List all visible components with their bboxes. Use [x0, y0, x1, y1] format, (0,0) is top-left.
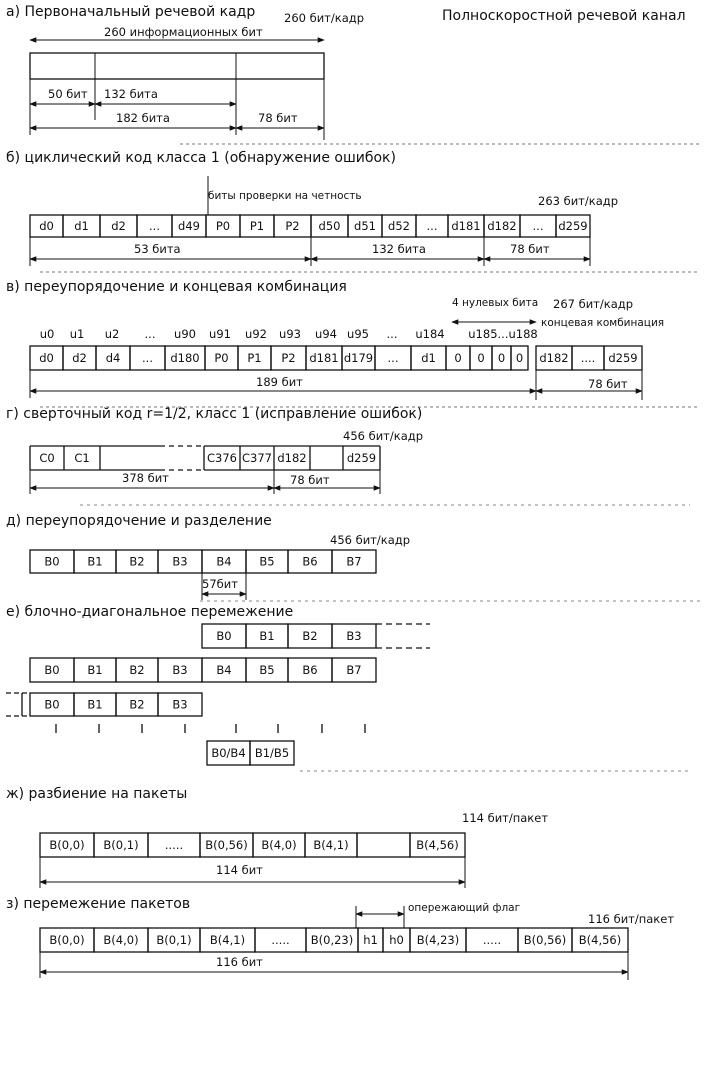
section-e-cell-label: B5 [259, 554, 275, 569]
section-c-cell-label: P2 [281, 351, 296, 365]
section-f-mid-cell-label: B3 [172, 663, 188, 677]
section-a-heading: а) Первоначальный речевой кадр [6, 4, 256, 20]
section-g-rate: 114 бит/пакет [462, 811, 549, 825]
section-h-cell-label: B(4,23) [416, 933, 460, 947]
section-c-cell-label: ... [387, 351, 399, 365]
section-h-cell-label: ..... [271, 933, 290, 947]
section-d-cell-label: C0 [39, 451, 55, 465]
section-b-cell-label: P0 [215, 219, 231, 233]
section-a-dim-label: 78 бит [258, 111, 298, 125]
section-e-rate: 456 бит/кадр [330, 533, 410, 547]
section-g-cell [357, 833, 410, 857]
section-c-u-label: u95 [347, 327, 369, 341]
section-d-heading: г) сверточный код r=1/2, класс 1 (исправление ошибок) [6, 406, 423, 422]
section-c-cell-label: .... [580, 351, 596, 365]
section-c-zeros-note: 4 нулевых бита [452, 297, 539, 309]
section-f-mid-cell-label: B7 [346, 663, 362, 677]
section-e-cell-label: B0 [44, 554, 60, 569]
section-b-cell-label: P1 [249, 219, 265, 233]
section-c-u-label: u90 [174, 327, 196, 341]
section-f-out-cell-label: B0/B4 [211, 746, 246, 760]
section-f-low-cell-label: B1 [87, 697, 103, 712]
section-a-span-label: 260 информационных бит [104, 25, 263, 39]
section-c-heading: в) переупорядочение и концевая комбинация [6, 279, 347, 295]
section-h-cell-label: B(0,1) [156, 933, 192, 947]
section-f-top-cell-label: B3 [346, 629, 362, 643]
section-b-cell-label: d49 [178, 219, 200, 233]
section-c-u-label: u0 [39, 327, 55, 341]
section-b-cell-label: d181 [451, 219, 481, 233]
section-c-cell-label: d180 [170, 351, 200, 365]
section-b-cell-label: ... [149, 219, 160, 233]
section-d-cell-label: C377 [242, 451, 272, 465]
section-c-dim-label: 78 бит [588, 377, 628, 391]
section-h-rate: 116 бит/пакет [588, 912, 675, 926]
section-g-cell-label: ..... [164, 838, 184, 852]
section-c-u-label: u94 [315, 327, 337, 341]
section-h-cell-label: B(0,23) [310, 933, 354, 947]
section-c-cell-label: d4 [105, 351, 121, 365]
section-h-cell-label: B(4,0) [103, 933, 139, 947]
section-g-cell-label: B(0,0) [49, 838, 85, 852]
section-c-u-label: u92 [245, 327, 267, 341]
section-a-dim-label: 50 бит [48, 87, 88, 101]
section-b-parity-note: биты проверки на четность [208, 190, 362, 202]
section-f-top-cell-label: B1 [259, 629, 275, 643]
section-e [6, 513, 410, 600]
section-c-cell-label: 0 [477, 351, 485, 365]
section-f-mid-cell-label: B2 [129, 663, 145, 677]
section-g-cell-label: B(4,1) [313, 838, 349, 852]
section-g [6, 786, 548, 888]
section-e-cell-label: B2 [129, 554, 145, 569]
section-c-cell-label: d182 [539, 351, 569, 365]
section-f-low-cell-label: B0 [44, 697, 60, 712]
section-h-dim-label: 116 бит [216, 955, 263, 969]
section-a-frame [30, 53, 324, 79]
section-b-dim-label: 78 бит [510, 242, 550, 256]
section-f-mid-cell-label: B5 [259, 663, 275, 677]
section-c-cell-label: P1 [247, 351, 262, 365]
section-h-heading: з) перемежение пакетов [6, 896, 191, 912]
section-h-cell-label: B(4,56) [578, 933, 622, 947]
section-g-cell-label: B(0,56) [205, 838, 248, 852]
section-a [6, 4, 364, 140]
section-h-cell-label: h1 [363, 933, 378, 947]
section-e-dim-label: 57бит [202, 577, 238, 591]
section-e-cell-label: B1 [87, 554, 103, 569]
section-c-rate: 267 бит/кадр [553, 297, 633, 311]
section-c-cell-label: d259 [608, 351, 638, 365]
section-c-u-label: u185...u188 [468, 327, 538, 341]
section-e-cell-label: B4 [216, 554, 232, 569]
section-c-dim-label: 189 бит [256, 375, 303, 389]
section-b-cell-label: d52 [388, 219, 410, 233]
section-c-tail-note: концевая комбинация [541, 317, 665, 329]
section-f-mid-cell-label: B4 [216, 663, 232, 677]
section-h-cell-label: B(0,0) [49, 933, 85, 947]
section-d-cell-label: d182 [277, 451, 307, 465]
section-g-cell-label: B(4,0) [261, 838, 297, 852]
section-b-cell-label: ... [426, 219, 438, 233]
section-c-cell-label: ... [142, 351, 153, 365]
section-b-cell-label: ... [532, 219, 544, 233]
section-g-heading: ж) разбиение на пакеты [6, 786, 188, 802]
section-h [6, 896, 674, 980]
section-h-flag-note: опережающий флаг [408, 902, 521, 914]
section-d-rate: 456 бит/кадр [343, 429, 423, 443]
page-title: Полноскоростной речевой канал [442, 8, 686, 24]
section-d-dim-label: 78 бит [290, 473, 330, 487]
section-h-cell-label: B(4,1) [209, 933, 246, 947]
section-f-mid-cell-label: B6 [302, 663, 318, 677]
section-f-low-cell-label: B2 [129, 697, 145, 712]
section-c [6, 279, 664, 400]
section-a-rate: 260 бит/кадр [284, 11, 364, 25]
section-c-cell-label: d179 [343, 351, 374, 365]
section-e-cell-label: B6 [302, 554, 318, 569]
section-f-top-cell-label: B2 [302, 629, 318, 643]
section-c-cell-label: P0 [214, 351, 229, 365]
section-d-dim-label: 378 бит [122, 471, 169, 485]
section-g-cell-label: B(4,56) [416, 838, 459, 852]
section-f-top-cell-label: B0 [216, 629, 232, 643]
section-f-heading: е) блочно-диагональное перемежение [6, 604, 294, 620]
section-c-cell-label: 0 [515, 351, 524, 365]
section-c-u-label: ... [386, 327, 398, 341]
section-c-cell-label: d0 [39, 351, 54, 365]
section-d-cell-label: d259 [346, 451, 377, 465]
section-f [6, 604, 430, 765]
section-g-cell-label: B(0,1) [103, 838, 139, 852]
section-c-u-label: ... [144, 327, 156, 341]
section-f-mid-cell-label: B1 [87, 663, 103, 677]
section-b-cell-label: d0 [39, 219, 54, 233]
section-b-heading: б) циклический код класса 1 (обнаружение ошибок) [6, 150, 396, 166]
section-c-u-label: u1 [69, 327, 85, 341]
section-c-cell-label: d1 [421, 351, 436, 365]
section-h-cell-label: B(0,56) [523, 933, 567, 947]
section-b-cell-label: d51 [354, 219, 376, 233]
section-d-cell-label: C376 [207, 451, 237, 465]
section-f-low-cell-label: B3 [172, 697, 188, 712]
section-b-dim-label: 53 бита [134, 242, 181, 256]
section-b-cell-label: P2 [285, 219, 300, 233]
section-b-cell-label: d1 [74, 219, 89, 233]
section-c-u-label: u2 [104, 327, 120, 341]
section-b-cell-label: d182 [487, 219, 517, 233]
section-a-dim-label: 182 бита [116, 111, 170, 125]
section-g-dim-label: 114 бит [216, 863, 263, 877]
section-d [6, 406, 423, 494]
section-c-u-label: u91 [209, 327, 231, 341]
section-c-cell-label: d181 [309, 351, 339, 365]
section-c-u-label: u184 [415, 327, 445, 341]
section-f-out-cell-label: B1/B5 [254, 746, 290, 760]
section-b-cell-label: d259 [558, 219, 588, 233]
section-c-cell-label: 0 [454, 351, 462, 365]
section-c-cell-label: d2 [72, 351, 87, 365]
section-e-heading: д) переупорядочение и разделение [6, 513, 272, 529]
section-f-mid-cell-label: B0 [44, 663, 60, 677]
section-b [6, 150, 618, 266]
section-a-dim-label: 132 бита [104, 87, 158, 101]
section-c-u-label: u93 [279, 327, 301, 341]
section-d-cell-label: C1 [74, 451, 90, 465]
section-b-rate: 263 бит/кадр [538, 194, 618, 208]
section-b-dim-label: 132 бита [372, 242, 426, 256]
section-e-cell-label: B3 [172, 554, 188, 569]
section-e-cell-label: B7 [346, 554, 362, 569]
section-h-cell-label: ..... [482, 933, 502, 947]
section-c-cell-label: 0 [497, 351, 506, 365]
section-b-cell-label: d50 [318, 219, 341, 233]
section-b-cell-label: d2 [111, 219, 126, 233]
section-h-cell-label: h0 [389, 933, 404, 947]
